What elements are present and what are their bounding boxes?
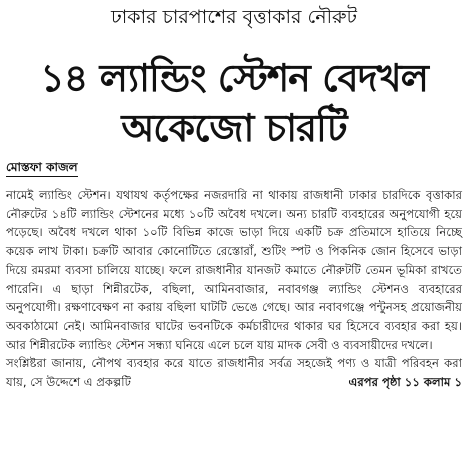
article-body xyxy=(6,186,462,392)
article-paragraph: নামেই ল্যান্ডিং স্টেশন। যথাযথ কর্তৃপক্ষের নজরদারি না থাকায় রাজধানী ঢাকার চারদিকে বৃত্তাকার নৌরুটের ১৪টি ল্যান্ডিং স্টেশনের মধ্যে ১০টি অবৈধ দখলে। অন্য চারটি ব্যবহারের অনুপযোগী হয়ে পড়েছে। অবৈধ দখলে থাকা ১০টি বিভিন্ন কাজে ভাড়া দিয়ে একটি চক্র প্রতিমাসে হাতিয়ে নিচ্ছে কয়েক লাখ টাকা। চক্রটি আবার কোনোটিতে রেস্তোরাঁ, শুটিং স্পট ও পিকনিক জোন হিসেবে ভাড়া দিয়ে রমরমা ব্যবসা চালিয়ে যাচ্ছে। ফলে রাজধানীর যানজট কমাতে নৌরুটটি তেমন ভূমিকা রাখতে পারেনি। এ ছাড়া শিন্নীরটেক, বছিলা, আমিনবাজার, নবাবগঞ্জ ল্যান্ডিং স্টেশনও ব্যবহারের অনুপযোগী। রক্ষণাবেক্ষণ না করায় বছিলা ঘাটটি ভেঙে গেছে। আর নবাবগঞ্জে পন্টুনসহ প্রয়োজনীয় অবকাঠামো নেই। আমিনবাজার ঘাটের ভবনটিকে কর্মচারীদের থাকার ঘর হিসেবে ব্যবহার করা হয়। আর শিন্নীরটেক ল্যান্ডিং স্টেশন সন্ধ্যা ঘনিয়ে এলে চলে যায় মাদক সেবী ও ব্যবসায়ীদের দখলে। xyxy=(6,188,462,352)
byline: মোস্তফা কাজল xyxy=(6,159,78,177)
continuation-jump: এরপর পৃষ্ঠা ১১ কলাম ১ xyxy=(348,375,462,390)
article-paragraph-text: সংশ্লিষ্টরা জানায়, নৌপথ ব্যবহার করে যাতে রাজধানীর সর্বত্র সহজেই পণ্য ও যাত্রী পরিবহন করা যায়, সে উদ্দেশে এ প্রকল্পটি xyxy=(6,356,462,390)
main-headline-line-2: অকেজো চারটি xyxy=(121,106,347,150)
main-headline-line-1: ১৪ ল্যান্ডিং স্টেশন বেদখল xyxy=(40,56,428,100)
kicker-headline: ঢাকার চারপাশের বৃত্তাকার নৌরুট xyxy=(111,6,357,28)
article-paragraph xyxy=(6,354,462,391)
